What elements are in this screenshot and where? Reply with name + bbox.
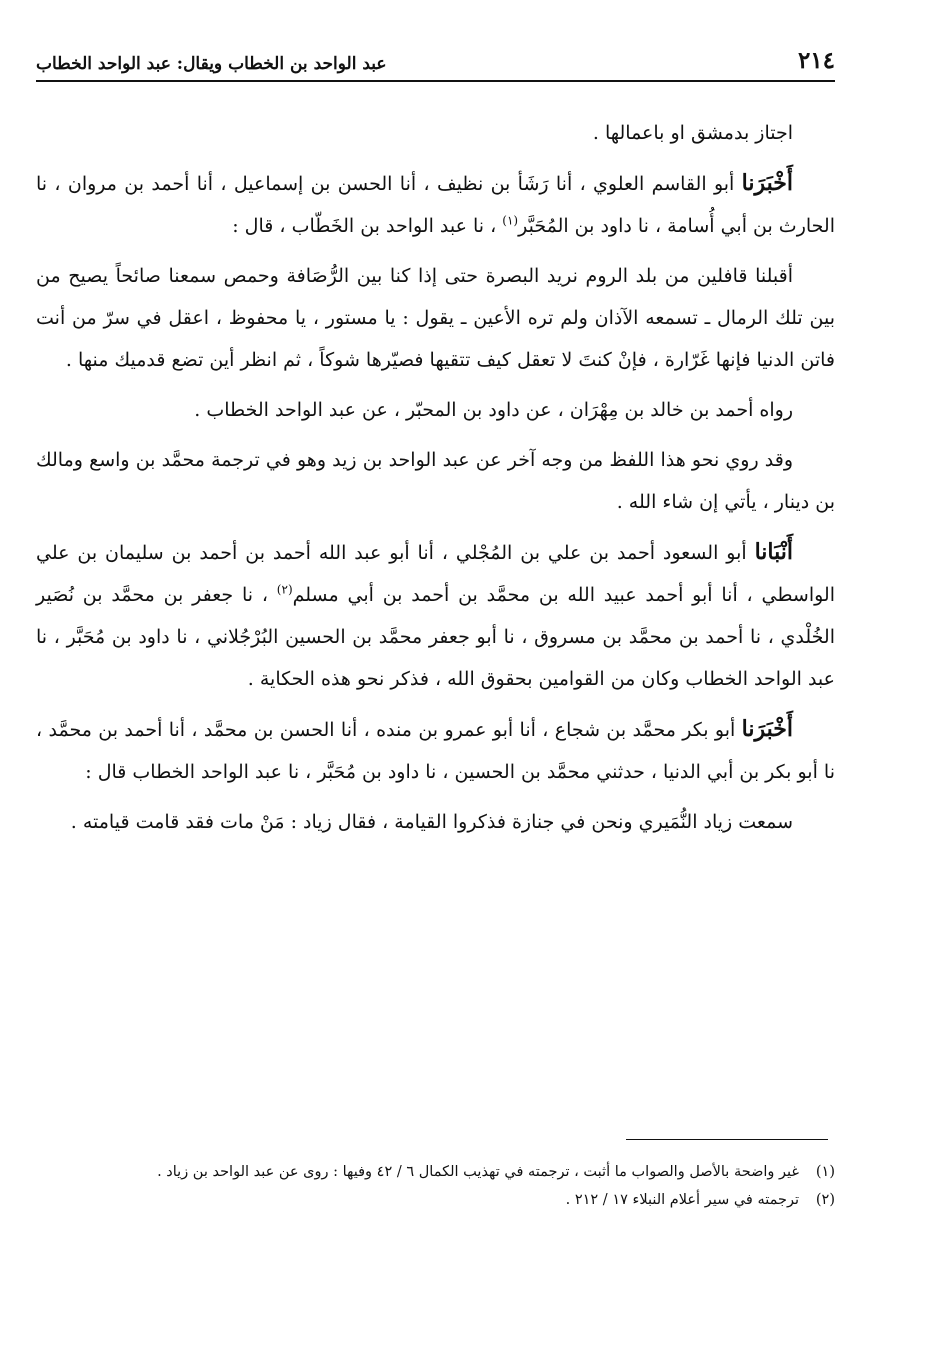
- isnad-lead-word: أَخْبَرَنا: [741, 170, 793, 196]
- paragraph-text: أبو بكر محمَّد بن شجاع ، أنا أبو عمرو بن منده ، أنا الحسن بن محمَّد ، أنا أحمد بن محمَّد ، نا أبو بكر بن أبي الدنيا ، حدثني محمَّد بن الحسين ، نا داود بن مُحَبَّر ، نا عبد الواحد الخطاب قال :: [36, 719, 835, 783]
- footnote-text: ترجمته في سير أعلام النبلاء ١٧ / ٢١٢ .: [565, 1192, 799, 1208]
- footnote-text: غير واضحة بالأصل والصواب ما أثبت ، ترجمته في تهذيب الكمال ٦ / ٤٢ وفيها : روى عن عبد الواحد بن زياد .: [157, 1164, 799, 1180]
- footnote-ref-1[interactable]: (١): [502, 213, 519, 228]
- isnad-lead-word: أَخْبَرَنا: [741, 716, 793, 742]
- paragraph-text: أبو السعود أحمد بن علي بن المُجْلي ، أنا أبو عبد الله أحمد بن أحمد بن سليمان بن علي الواسطي ، أنا أبو أحمد عبيد الله بن محمَّد بن أحمد بن أبي مسلم: [36, 542, 835, 606]
- footnote-number: (٢): [815, 1192, 835, 1208]
- footnote-number: (١): [815, 1164, 835, 1180]
- running-title: عبد الواحد بن الخطاب ويقال: عبد الواحد الخطاب: [36, 54, 387, 74]
- paragraph-text: أبو القاسم العلوي ، أنا رَشَأ بن نظيف ، أنا الحسن بن إسماعيل ، أنا أحمد بن مروان ، نا الحارث بن أبي أُسامة ، نا داود بن المُحَبَّر: [36, 173, 835, 237]
- footnote-1: [36, 1158, 835, 1186]
- isnad-lead-word: أَنْبَانا: [754, 539, 793, 565]
- footnote-separator: [626, 1139, 828, 1140]
- paragraph-5: وقد روي نحو هذا اللفظ من وجه آخر عن عبد الواحد بن زيد وهو في ترجمة محمَّد بن واسع ومالك بن دينار ، يأتي إن شاء الله .: [36, 449, 835, 513]
- main-text: [36, 112, 835, 851]
- paragraph-3: أقبلنا قافلين من بلد الروم نريد البصرة حتى إذا كنا بين الرُّصَافة وحمص سمعنا صائحاً يصيح من بين تلك الرمال ـ تسمعه الآذان ولم تره الأعين ـ يقول : يا مستور ، يا محفوظ ، اعقل في سرّ من أنت فاتن الدنيا فإنها غَرّارة ، فإنْ كنتَ لا تعقل كيف تتقيها فصيّرها شوكاً ، ثم انظر أين تضع قدميك منها .: [36, 265, 835, 371]
- footnote-2: [36, 1186, 835, 1214]
- paragraph-text: ، نا جعفر بن محمَّد بن نُصَير الخُلْدي ، نا أحمد بن محمَّد بن مسروق ، نا أبو جعفر محمَّد بن الحسين البُرْجُلاني ، نا داود بن مُحَبَّر ، نا عبد الواحد الخطاب وكان من القوامين بحقوق الله ، فذكر نحو هذه الحكاية .: [36, 584, 835, 690]
- page-number: ٢١٤: [797, 47, 835, 74]
- paragraph-7: [36, 708, 835, 793]
- paragraph-8: سمعت زياد النُّمَيري ونحن في جنازة فذكروا القيامة ، فقال زياد : مَنْ مات فقد قامت قيامته .: [70, 811, 793, 833]
- page-header: [36, 44, 835, 82]
- paragraph-2: [36, 162, 835, 247]
- paragraph-6: [36, 531, 835, 700]
- footnotes: [36, 1158, 835, 1214]
- paragraph-text: ، نا عبد الواحد بن الخَطّاب ، قال :: [232, 215, 503, 237]
- footnote-ref-2[interactable]: (٢): [276, 582, 293, 597]
- paragraph-1: اجتاز بدمشق او باعمالها .: [592, 122, 793, 144]
- paragraph-4: رواه أحمد بن خالد بن مِهْرَان ، عن داود بن المحبّر ، عن عبد الواحد الخطاب .: [194, 399, 793, 421]
